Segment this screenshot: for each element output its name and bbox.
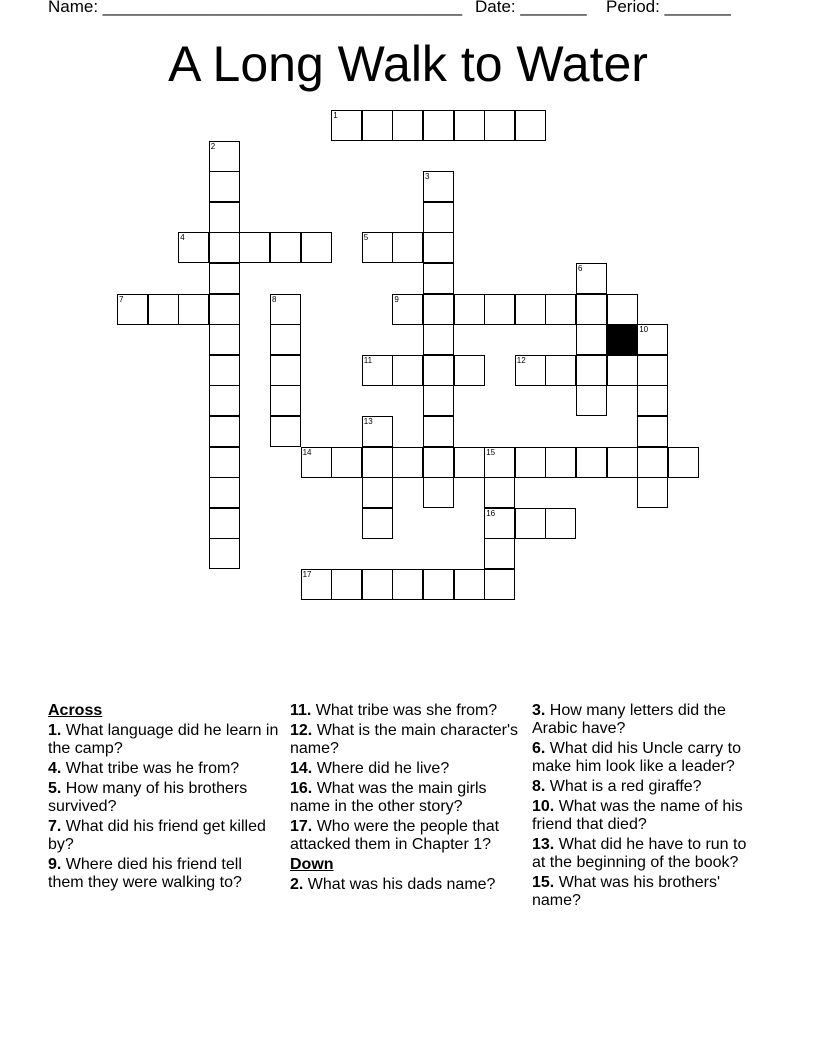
clue-number-label: 3 — [425, 172, 430, 182]
grid-cell[interactable] — [148, 294, 179, 325]
grid-cell[interactable] — [545, 355, 576, 386]
grid-cell[interactable] — [515, 355, 546, 386]
grid-cell[interactable] — [607, 294, 638, 325]
grid-cell[interactable] — [209, 508, 240, 539]
page-title: A Long Walk to Water — [168, 36, 648, 92]
clue-number-label: 16 — [486, 508, 496, 518]
grid-cell[interactable] — [545, 294, 576, 325]
grid-cell[interactable] — [454, 110, 485, 141]
grid-cell[interactable] — [178, 232, 209, 263]
clue-number-label: 2 — [210, 141, 216, 151]
grid-cell[interactable] — [209, 202, 240, 233]
clue-down-3: 3. How many letters did the Arabic have? — [532, 702, 726, 737]
grid-cell[interactable] — [545, 447, 576, 478]
clue-number-label: 5 — [363, 233, 369, 243]
grid-cell[interactable] — [423, 385, 454, 416]
grid-cell[interactable] — [209, 171, 240, 202]
grid-cell[interactable] — [637, 355, 668, 386]
grid-cell[interactable] — [209, 232, 240, 263]
grid-cell[interactable] — [484, 538, 515, 569]
grid-cell[interactable] — [637, 385, 668, 416]
grid-cell[interactable] — [178, 294, 209, 325]
clue-across-11: 11. What tribe was she from? — [290, 702, 498, 719]
clue-across-4: 4. What tribe was he from? — [48, 760, 240, 777]
grid-cell[interactable] — [331, 447, 362, 478]
grid-cell[interactable] — [637, 324, 668, 355]
grid-cell[interactable] — [454, 355, 485, 386]
grid-cell[interactable] — [637, 416, 668, 447]
grid-cell[interactable] — [362, 508, 393, 539]
grid-cell[interactable] — [484, 508, 515, 539]
grid-cell[interactable] — [576, 447, 607, 478]
grid-cell[interactable] — [301, 569, 332, 600]
clue-down-6: 6. What did his Uncle carry to make him look like a leader? — [532, 740, 741, 775]
grid-cell[interactable] — [270, 416, 301, 447]
grid-cell[interactable] — [392, 110, 423, 141]
clue-number-label: 7 — [119, 294, 124, 304]
grid-cell[interactable] — [423, 355, 454, 386]
grid-cell[interactable] — [576, 324, 607, 355]
clue-column-2 — [290, 702, 522, 896]
grid-cell[interactable] — [270, 324, 301, 355]
clue-number-label: 13 — [363, 417, 373, 426]
clue-across-7: 7. What did his friend get killed by? — [48, 818, 266, 853]
grid-cell[interactable] — [209, 294, 240, 325]
grid-cell[interactable] — [637, 447, 668, 478]
grid-cell[interactable] — [362, 355, 393, 386]
grid-cell[interactable] — [209, 538, 240, 569]
clue-across-9: 9. Where died his friend tell them they were walking to? — [48, 856, 242, 891]
grid-cell[interactable] — [392, 447, 423, 478]
name-field-label: Name: ______________________________________ — [48, 0, 463, 16]
clue-down-2: 2. What was his dads name? — [290, 876, 496, 893]
clue-across-1: 1. What language did he learn in the camp? — [48, 722, 279, 757]
grid-cell[interactable] — [209, 263, 240, 294]
grid-cell[interactable] — [515, 447, 546, 478]
grid-cell[interactable] — [362, 232, 393, 263]
grid-cell[interactable] — [484, 569, 515, 600]
grid-cell[interactable] — [392, 569, 423, 600]
clue-number-label: 6 — [578, 264, 583, 273]
grid-cell[interactable] — [576, 294, 607, 325]
down-heading: Down — [290, 856, 334, 873]
grid-cell[interactable] — [423, 263, 454, 294]
grid-cell[interactable] — [454, 294, 485, 325]
clue-number-label: 14 — [302, 447, 312, 457]
grid-cell[interactable] — [423, 569, 454, 600]
clue-across-5: 5. How many of his brothers survived? — [48, 780, 248, 815]
grid-cell[interactable] — [454, 569, 485, 600]
clue-column-3 — [532, 702, 764, 912]
clue-across-14: 14. Where did he live? — [290, 760, 450, 777]
clue-number-label: 17 — [302, 570, 312, 579]
grid-cell[interactable] — [637, 477, 668, 508]
clue-number-label: 9 — [394, 294, 399, 304]
clue-number-label: 8 — [272, 294, 277, 304]
grid-cell[interactable] — [117, 294, 148, 325]
grid-cell[interactable] — [484, 294, 515, 325]
grid-cell[interactable] — [668, 447, 699, 478]
clue-down-8: 8. What is a red giraffe? — [532, 778, 702, 795]
grid-cell[interactable] — [576, 263, 607, 294]
grid-cell[interactable] — [392, 294, 423, 325]
grid-cell[interactable] — [545, 508, 576, 539]
grid-cell[interactable] — [392, 355, 423, 386]
date-field-label: Date: _______ — [475, 0, 587, 16]
grid-cell[interactable] — [454, 447, 485, 478]
grid-cell[interactable] — [362, 416, 393, 447]
grid-cell[interactable] — [515, 294, 546, 325]
grid-cell[interactable] — [331, 110, 362, 141]
grid-cell[interactable] — [423, 110, 454, 141]
grid-cell[interactable] — [362, 110, 393, 141]
grid-cell[interactable] — [423, 477, 454, 508]
grid-cell[interactable] — [270, 385, 301, 416]
grid-cell[interactable] — [270, 294, 301, 325]
clue-down-10: 10. What was the name of his friend that died? — [532, 798, 743, 833]
grid-cell[interactable] — [423, 294, 454, 325]
grid-cell[interactable] — [423, 232, 454, 263]
clue-across-17: 17. Who were the people that attacked them in Chapter 1? — [290, 818, 500, 853]
grid-cell[interactable] — [209, 477, 240, 508]
clue-number-label: 1 — [333, 111, 338, 120]
grid-cell[interactable] — [209, 141, 240, 172]
clue-number-label: 11 — [363, 355, 373, 365]
clue-down-13: 13. What did he have to run to at the beginning of the book? — [532, 836, 747, 871]
clue-number-label: 10 — [639, 325, 649, 335]
clue-number-label: 12 — [516, 355, 526, 365]
grid-cell[interactable] — [331, 569, 362, 600]
grid-cell[interactable] — [423, 324, 454, 355]
clue-down-15: 15. What was his brothers' name? — [532, 874, 721, 909]
grid-cell[interactable] — [301, 232, 332, 263]
grid-cell[interactable] — [362, 569, 393, 600]
grid-cell[interactable] — [576, 385, 607, 416]
grid-cell[interactable] — [209, 385, 240, 416]
grid-cell[interactable] — [423, 416, 454, 447]
grid-cell[interactable] — [515, 110, 546, 141]
grid-cell[interactable] — [423, 447, 454, 478]
grid-cell[interactable] — [423, 171, 454, 202]
grid-cell[interactable] — [484, 110, 515, 141]
grid-cell[interactable] — [515, 508, 546, 539]
grid-cell[interactable] — [209, 447, 240, 478]
grid-cell[interactable] — [576, 355, 607, 386]
clue-across-12: 12. What is the main character's name? — [290, 722, 519, 757]
clue-across-16: 16. What was the main girls name in the other story? — [290, 780, 487, 815]
clue-number-label: 4 — [180, 233, 185, 243]
grid-cell[interactable] — [362, 447, 393, 478]
grid-cell[interactable] — [484, 477, 515, 508]
across-heading: Across — [48, 702, 103, 719]
grid-cell[interactable] — [209, 355, 240, 386]
grid-cell[interactable] — [484, 447, 515, 478]
grid-cell[interactable] — [423, 202, 454, 233]
grid-cell[interactable] — [239, 232, 270, 263]
clue-column-1 — [48, 702, 280, 894]
grid-cell[interactable] — [270, 355, 301, 386]
grid-cell[interactable] — [607, 447, 638, 478]
grid-cell[interactable] — [270, 232, 301, 263]
clue-number-label: 15 — [486, 447, 496, 457]
period-field-label: Period: _______ — [606, 0, 731, 16]
grid-cell[interactable] — [209, 416, 240, 447]
grid-cell[interactable] — [362, 477, 393, 508]
grid-cell[interactable] — [607, 355, 638, 386]
grid-cell[interactable] — [301, 447, 332, 478]
grid-cell[interactable] — [209, 324, 240, 355]
blocked-cell — [607, 324, 638, 355]
grid-cell[interactable] — [392, 232, 423, 263]
